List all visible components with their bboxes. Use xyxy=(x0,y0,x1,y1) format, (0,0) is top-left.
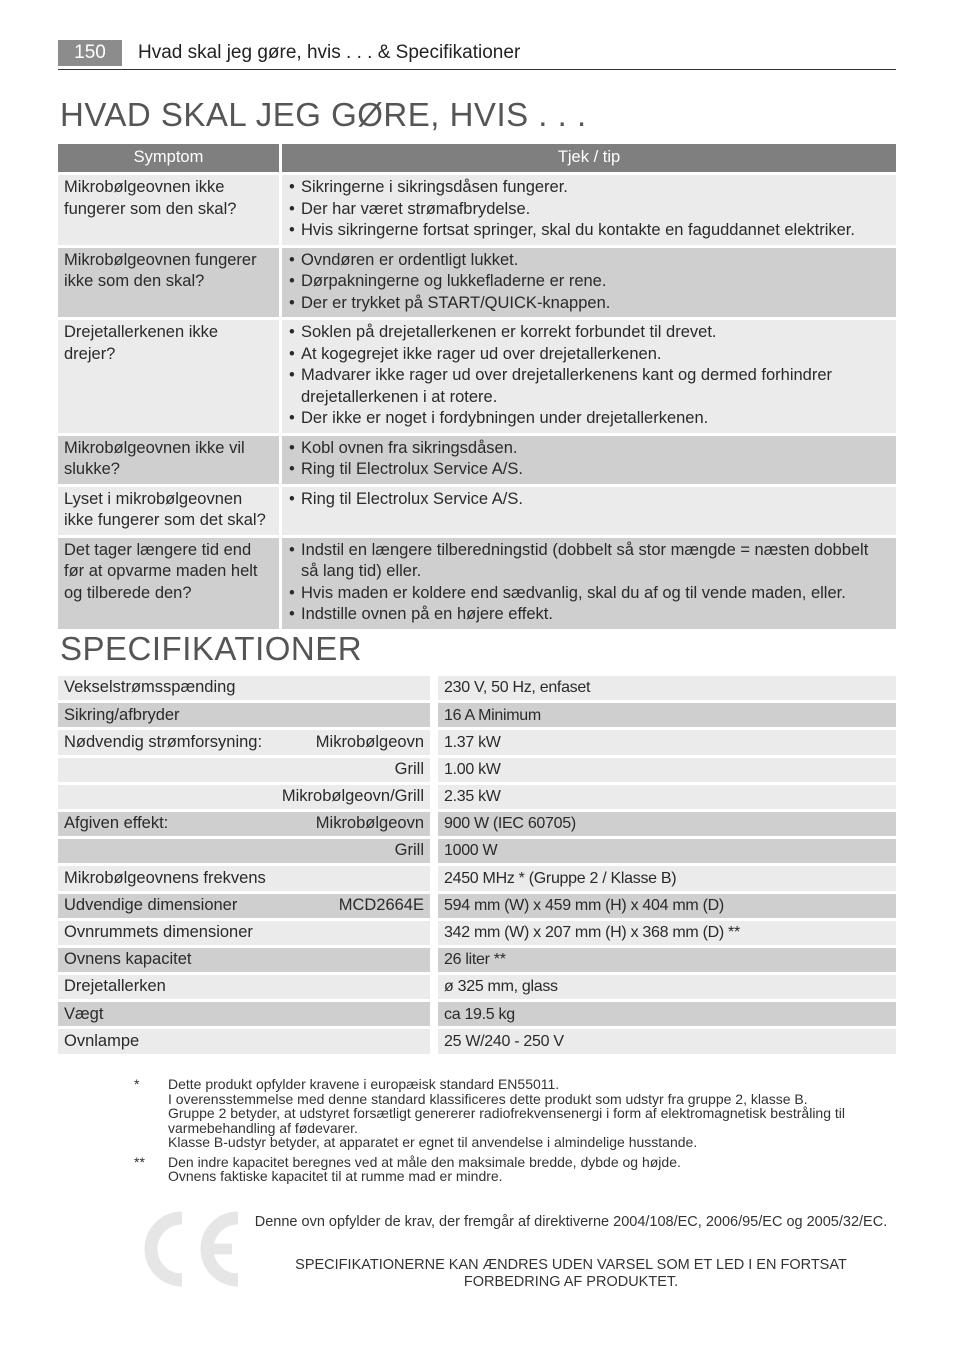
table-row xyxy=(58,946,896,973)
symptom-cell: Mikrobølgeovnen ikke fungerer som den skal? xyxy=(58,174,281,247)
spec-sublabel: MCD2664E xyxy=(338,895,424,914)
spec-label: Vekselstrømsspænding xyxy=(64,678,236,697)
spec-label: Drejetallerken xyxy=(64,977,166,996)
spec-value: 1000 W xyxy=(434,838,896,865)
tip-item: • Hvis sikringerne fortsat springer, skal du kontakte en faguddannet elektriker. xyxy=(289,220,890,242)
footnote-line: Klasse B-udstyr betyder, at apparatet er egnet til anvendelse i almindelige husstande. xyxy=(168,1134,698,1150)
spec-label: Nødvendig strømforsyning: xyxy=(64,732,263,751)
tip-item: • Hvis maden er koldere end sædvanlig, skal du af og til vende maden, eller. xyxy=(289,583,890,605)
symptom-header: Symptom xyxy=(58,144,281,174)
spec-sublabel: Mikrobølgeovn xyxy=(315,732,424,751)
spec-value: 900 W (IEC 60705) xyxy=(434,810,896,837)
spec-value: 25 W/240 - 250 V xyxy=(434,1028,896,1055)
table-row xyxy=(58,536,896,630)
spec-sublabel: Grill xyxy=(394,841,424,860)
spec-label-cell xyxy=(58,974,434,1001)
symptom-cell: Mikrobølgeovnen fungerer ikke som den skal? xyxy=(58,246,281,319)
tips-cell xyxy=(281,174,897,247)
spec-label-cell xyxy=(58,810,434,837)
tip-item: • Der er trykket på START/QUICK-knappen. xyxy=(289,293,890,315)
tip-item: • Sikringerne i sikringsdåsen fungerer. xyxy=(289,177,890,199)
table-row xyxy=(58,485,896,536)
tip-item: • Dørpakningerne og lukkefladerne er rene. xyxy=(289,271,890,293)
table-row xyxy=(58,676,896,702)
tips-cell xyxy=(281,434,897,485)
page-header xyxy=(58,40,896,70)
table-row xyxy=(58,919,896,946)
table-row xyxy=(58,1001,896,1028)
spec-label-cell xyxy=(58,729,434,756)
spec-value: 1.37 kW xyxy=(434,729,896,756)
spec-label-cell xyxy=(58,919,434,946)
footnote-line: Den indre kapacitet beregnes ved at måle den maksimale bredde, dybde og højde. xyxy=(168,1153,681,1170)
tip-item: • Kobl ovnen fra sikringsdåsen. xyxy=(289,438,890,460)
table-row xyxy=(58,756,896,783)
spec-label: Vægt xyxy=(64,1004,104,1023)
tip-item: • Der ikke er noget i fordybningen under drejetallerkenen. xyxy=(289,408,890,430)
spec-value: ø 325 mm, glass xyxy=(434,974,896,1001)
spec-label: Mikrobølgeovnens frekvens xyxy=(64,868,266,887)
table-row xyxy=(58,729,896,756)
compliance-text: Denne ovn opfylder de krav, der fremgår af direktiverne 2004/108/EC, 2006/95/EC og 2005/32/EC. xyxy=(254,1214,888,1230)
footnote-text xyxy=(168,1077,894,1150)
symptom-cell: Lyset i mikrobølgeovnen ikke fungerer som det skal? xyxy=(58,485,281,536)
footnote-line: Gruppe 2 betyder, at udstyret forsætligt genererer radiofrekvensenergi i form af elektromagnetisk bestråling til varmebehandling af fødevarer. xyxy=(168,1105,845,1136)
spec-label-cell xyxy=(58,783,434,810)
footnote xyxy=(134,1155,894,1184)
spec-label: Udvendige dimensioner xyxy=(64,895,238,914)
footnote-mark: ** xyxy=(134,1153,145,1170)
tip-item: • Ring til Electrolux Service A/S. xyxy=(289,459,890,481)
troubleshooting-table xyxy=(58,144,896,632)
spec-value: 26 liter ** xyxy=(434,946,896,973)
symptom-cell: Det tager længere tid end før at opvarme maden helt og tilberede den? xyxy=(58,536,281,630)
spec-value: 16 A Minimum xyxy=(434,702,896,729)
table-row xyxy=(58,783,896,810)
tip-item: • Indstil en længere tilberedningstid (dobbelt så stor mængde = næsten dobbelt så lang tid) eller. xyxy=(289,540,890,583)
spec-value: 1.00 kW xyxy=(434,756,896,783)
table-row xyxy=(58,1028,896,1055)
spec-value: 2450 MHz * (Gruppe 2 / Klasse B) xyxy=(434,865,896,892)
table-header-row xyxy=(58,144,896,174)
page-number: 150 xyxy=(58,40,122,66)
troubleshooting-title: HVAD SKAL JEG GØRE, HVIS . . . xyxy=(60,96,587,133)
tip-item: • Der har været strømafbrydelse. xyxy=(289,199,890,221)
spec-sublabel: Mikrobølgeovn/Grill xyxy=(281,787,424,806)
tips-cell xyxy=(281,319,897,435)
table-row xyxy=(58,838,896,865)
table-row xyxy=(58,702,896,729)
spec-label-cell xyxy=(58,676,434,702)
table-row xyxy=(58,434,896,485)
tips-cell xyxy=(281,246,897,319)
tip-item: • Indstille ovnen på en højere effekt. xyxy=(289,604,890,626)
tips-cell xyxy=(281,536,897,630)
footnote-mark: * xyxy=(134,1076,140,1092)
spec-label-cell xyxy=(58,756,434,783)
footnote xyxy=(134,1077,894,1150)
spec-label-cell xyxy=(58,892,434,919)
tip-item: • At kogegrejet ikke rager ud over drejetallerkenen. xyxy=(289,344,890,366)
tip-item: • Ring til Electrolux Service A/S. xyxy=(289,489,890,511)
specifications-title: SPECIFIKATIONER xyxy=(60,630,363,667)
spec-label: Sikring/afbryder xyxy=(64,705,180,724)
spec-label-cell xyxy=(58,702,434,729)
running-title: Hvad skal jeg gøre, hvis . . . & Specifikationer xyxy=(138,42,521,63)
spec-sublabel: Grill xyxy=(394,759,424,778)
footnote-line: I overensstemmelse med denne standard klassificeres dette produkt som udstyr fra gruppe 2, klasse B. xyxy=(168,1090,808,1107)
symptom-cell: Mikrobølgeovnen ikke vil slukke? xyxy=(58,434,281,485)
spec-label: Ovnens kapacitet xyxy=(64,950,192,969)
footnote-line: Dette produkt opfylder kravene i europæisk standard EN55011. xyxy=(168,1076,560,1092)
footnotes xyxy=(134,1077,894,1189)
spec-value: 342 mm (W) x 207 mm (H) x 368 mm (D) ** xyxy=(434,919,896,946)
specifications-table xyxy=(58,676,896,1057)
spec-label-cell xyxy=(58,946,434,973)
spec-label: Ovnlampe xyxy=(64,1031,140,1050)
spec-value: 594 mm (W) x 459 mm (H) x 404 mm (D) xyxy=(434,892,896,919)
tips-cell xyxy=(281,485,897,536)
check-header: Tjek / tip xyxy=(281,144,897,174)
footnote-text xyxy=(168,1155,681,1184)
spec-label: Afgiven effekt: xyxy=(64,814,169,833)
table-row xyxy=(58,810,896,837)
spec-label-cell xyxy=(58,1028,434,1055)
tip-item: • Madvarer ikke rager ud over drejetallerkenens kant og dermed forhindrer drejetallerkenen i at rotere. xyxy=(289,365,890,408)
table-row xyxy=(58,246,896,319)
spec-label: Ovnrummets dimensioner xyxy=(64,923,253,942)
table-row xyxy=(58,892,896,919)
table-row xyxy=(58,974,896,1001)
table-row xyxy=(58,865,896,892)
spec-label-cell xyxy=(58,865,434,892)
spec-value: ca 19.5 kg xyxy=(434,1001,896,1028)
table-row xyxy=(58,319,896,435)
ce-mark-icon xyxy=(136,1210,246,1288)
spec-value: 2.35 kW xyxy=(434,783,896,810)
spec-label-cell xyxy=(58,838,434,865)
table-row xyxy=(58,174,896,247)
tip-item: • Soklen på drejetallerkenen er korrekt forbundet til drevet. xyxy=(289,322,890,344)
symptom-cell: Drejetallerkenen ikke drejer? xyxy=(58,319,281,435)
tip-item: • Ovndøren er ordentligt lukket. xyxy=(289,250,890,272)
spec-sublabel: Mikrobølgeovn xyxy=(315,814,424,833)
spec-value: 230 V, 50 Hz, enfaset xyxy=(434,676,896,702)
footnote-line: Ovnens faktiske kapacitet til at rumme mad er mindre. xyxy=(168,1168,503,1184)
disclaimer-text: SPECIFIKATIONERNE KAN ÆNDRES UDEN VARSEL SOM ET LED I EN FORTSAT FORBEDRING AF PRODUKTET. xyxy=(295,1257,847,1290)
spec-label-cell xyxy=(58,1001,434,1028)
